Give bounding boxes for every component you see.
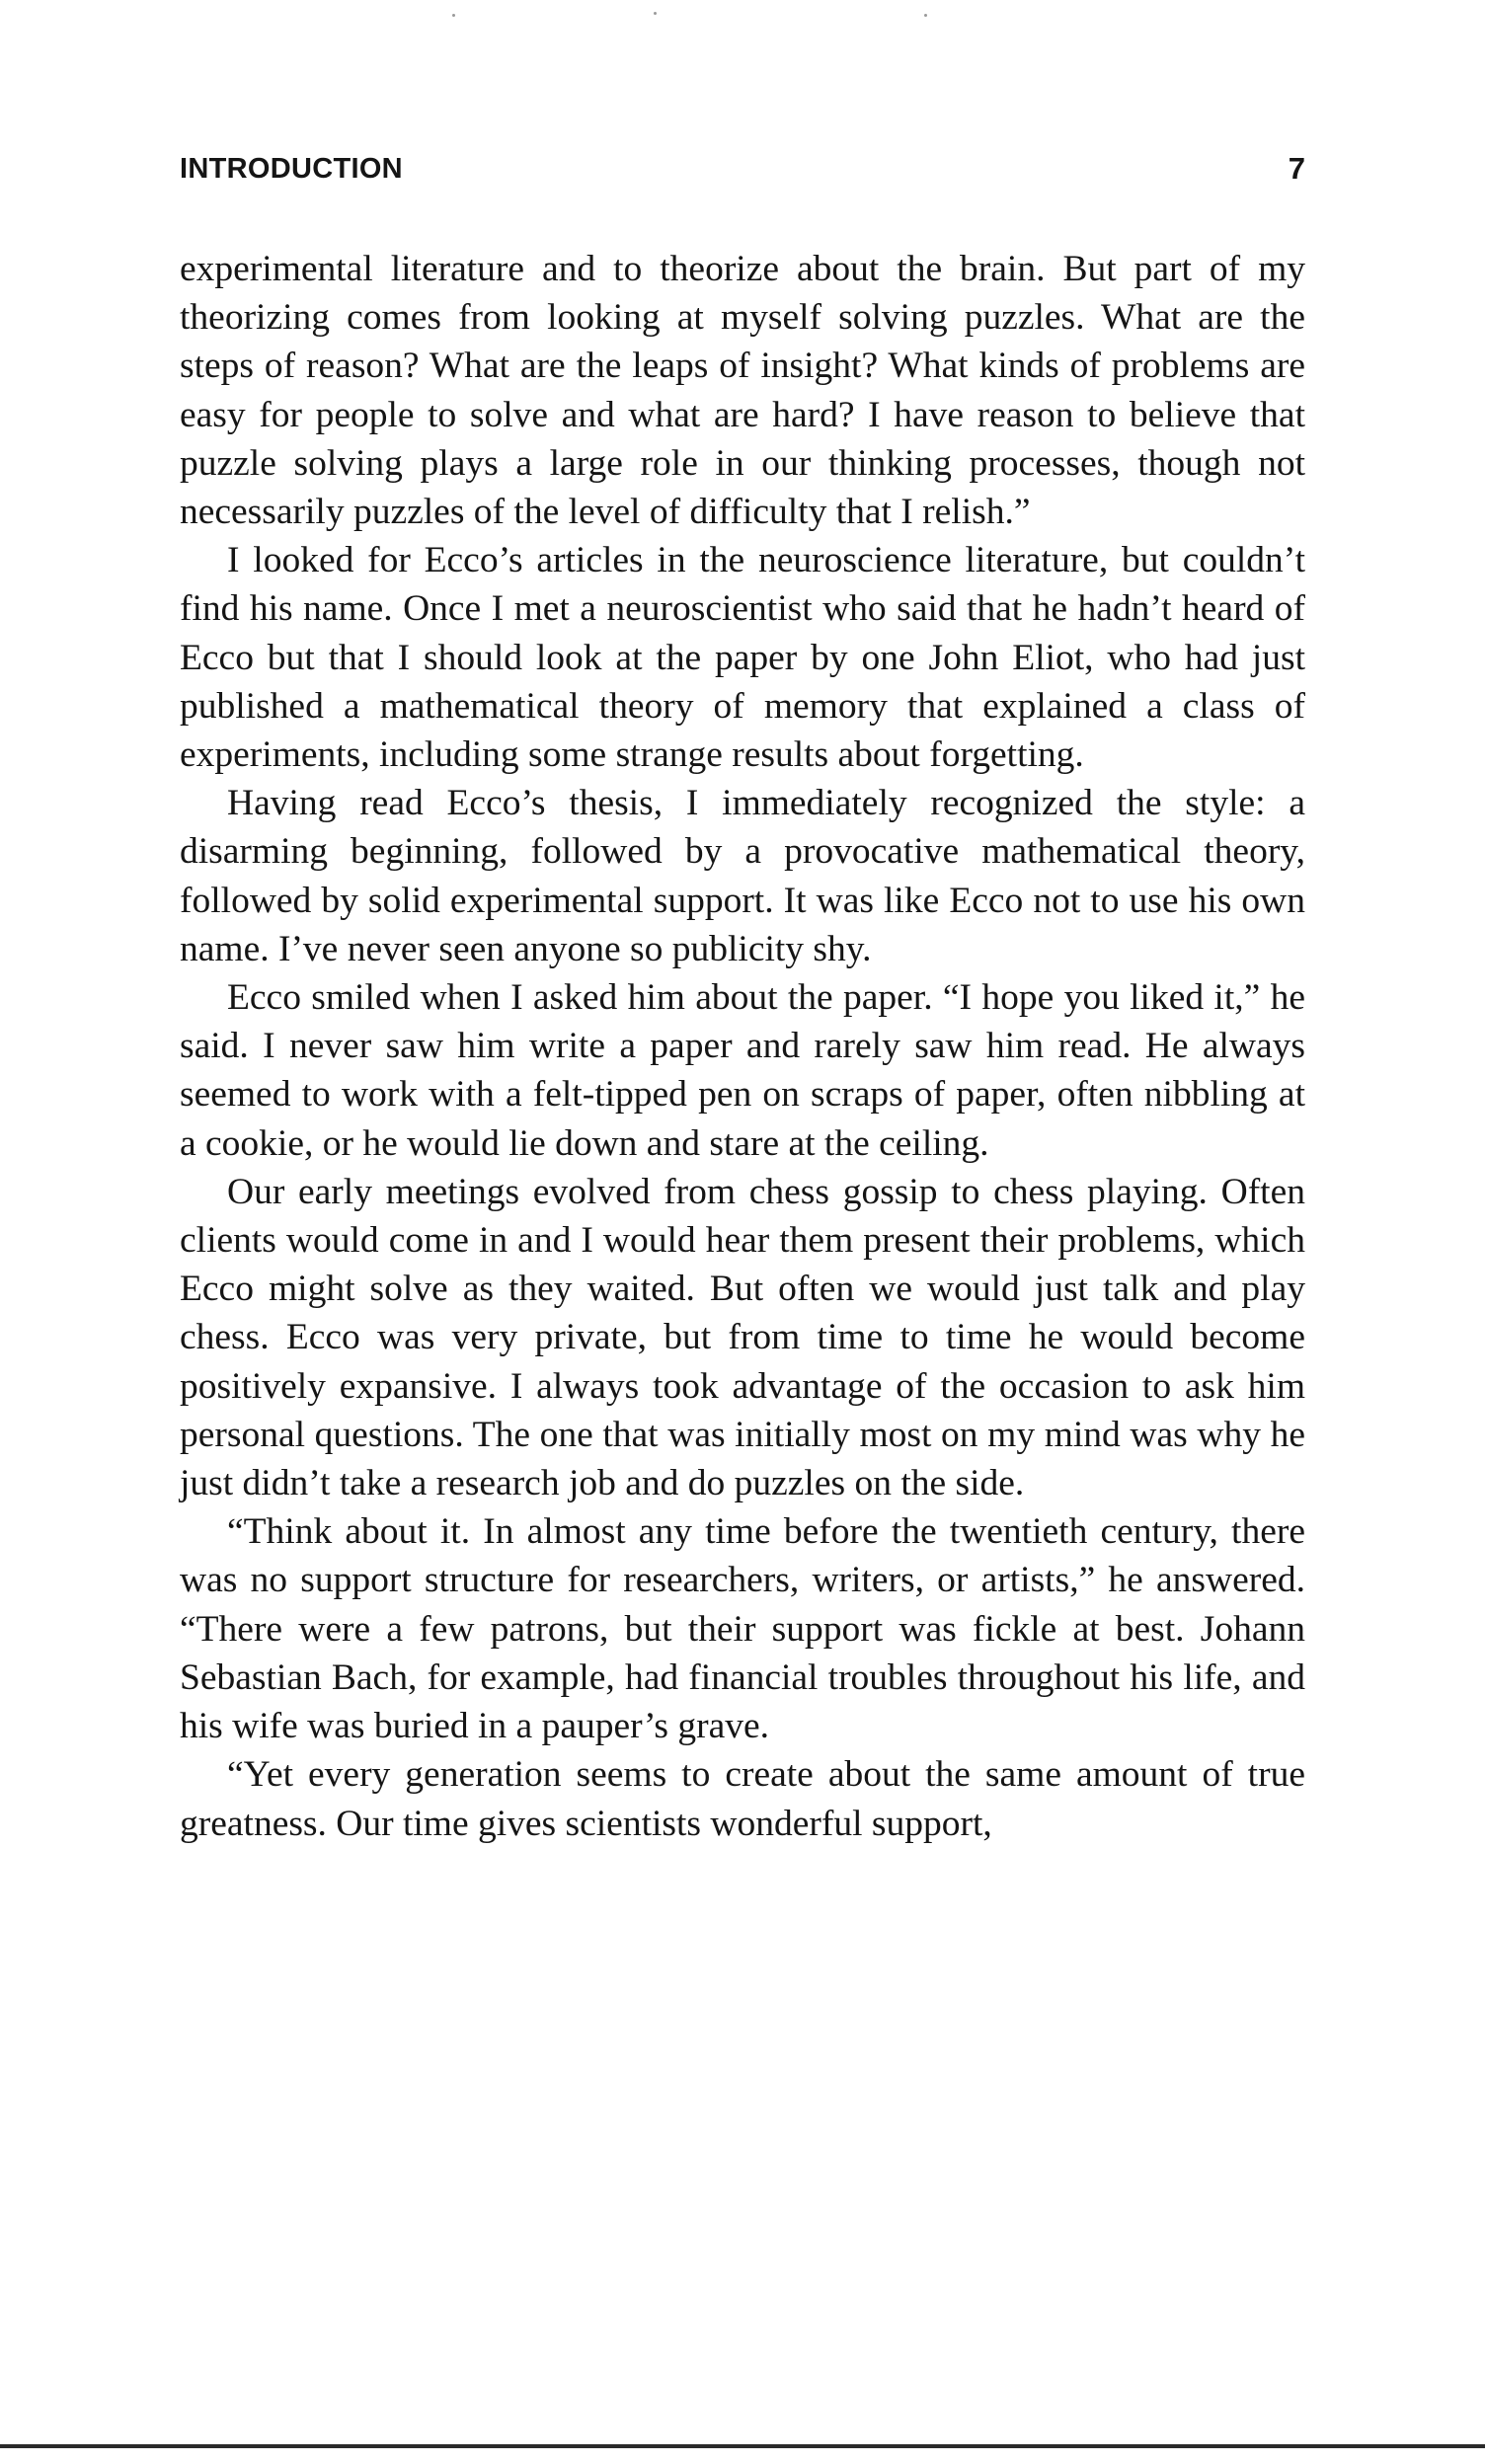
body-text xyxy=(180,245,1305,1848)
paragraph: Ecco smiled when I asked him about the paper. “I hope you liked it,” he said. I never saw him write a paper and rarely saw him read. He always seemed to work with a felt-tipped pen on scraps of paper, often nibbling at a cookie, or he would lie down and stare at the ceiling. xyxy=(180,977,1305,1164)
paragraph: Having read Ecco’s thesis, I immediately recognized the style: a disarming beginning, followed by a provocative mathematical theory, followed by solid experimental support. It was like Ecco not to use his own name. I’ve never seen anyone so publicity shy. xyxy=(180,783,1305,969)
scan-speck xyxy=(654,12,657,15)
chapter-title: INTRODUCTION xyxy=(180,153,403,185)
scan-speck xyxy=(452,14,455,17)
page-number: 7 xyxy=(1288,151,1305,186)
paragraph: experimental literature and to theorize about the brain. But part of my theorizing comes from looking at myself solving puzzles. What are the steps of reason? What are the leaps of insight? What kinds of problems are easy for people to solve and what are hard? I have reason to believe that puzzle solving plays a large role in our thinking processes, though not necessarily puzzles of the level of difficulty that I relish.” xyxy=(180,249,1305,533)
paragraph: “Think about it. In almost any time before the twentieth century, there was no support structure for researchers, writers, or artists,” he answered. “There were a few patrons, but their support was fickle at best. Johann Sebastian Bach, for example, had financial troubles throughout his life, and his wife was buried in a pauper’s grave. xyxy=(180,1511,1305,1747)
paragraph: I looked for Ecco’s articles in the neuroscience literature, but couldn’t find his name. Once I met a neuroscientist who said that he hadn’t heard of Ecco but that I should look at the paper by one John Eliot, who had just published a mathematical theory of memory that explained a class of experiments, including some strange results about forgetting. xyxy=(180,540,1305,776)
running-head xyxy=(180,144,1305,193)
page-edge-rule xyxy=(0,2444,1485,2448)
paragraph: “Yet every generation seems to create about the same amount of true greatness. Our time gives scientists wonderful support, xyxy=(180,1754,1305,1844)
scan-speck xyxy=(924,14,927,17)
paragraph: Our early meetings evolved from chess gossip to chess playing. Often clients would come in and I would hear them present their problems, which Ecco might solve as they waited. But often we would just talk and play chess. Ecco was very private, but from time to time he would become positively expansive. I always took advantage of the occasion to ask him personal questions. The one that was initially most on my mind was why he just didn’t take a research job and do puzzles on the side. xyxy=(180,1171,1305,1504)
